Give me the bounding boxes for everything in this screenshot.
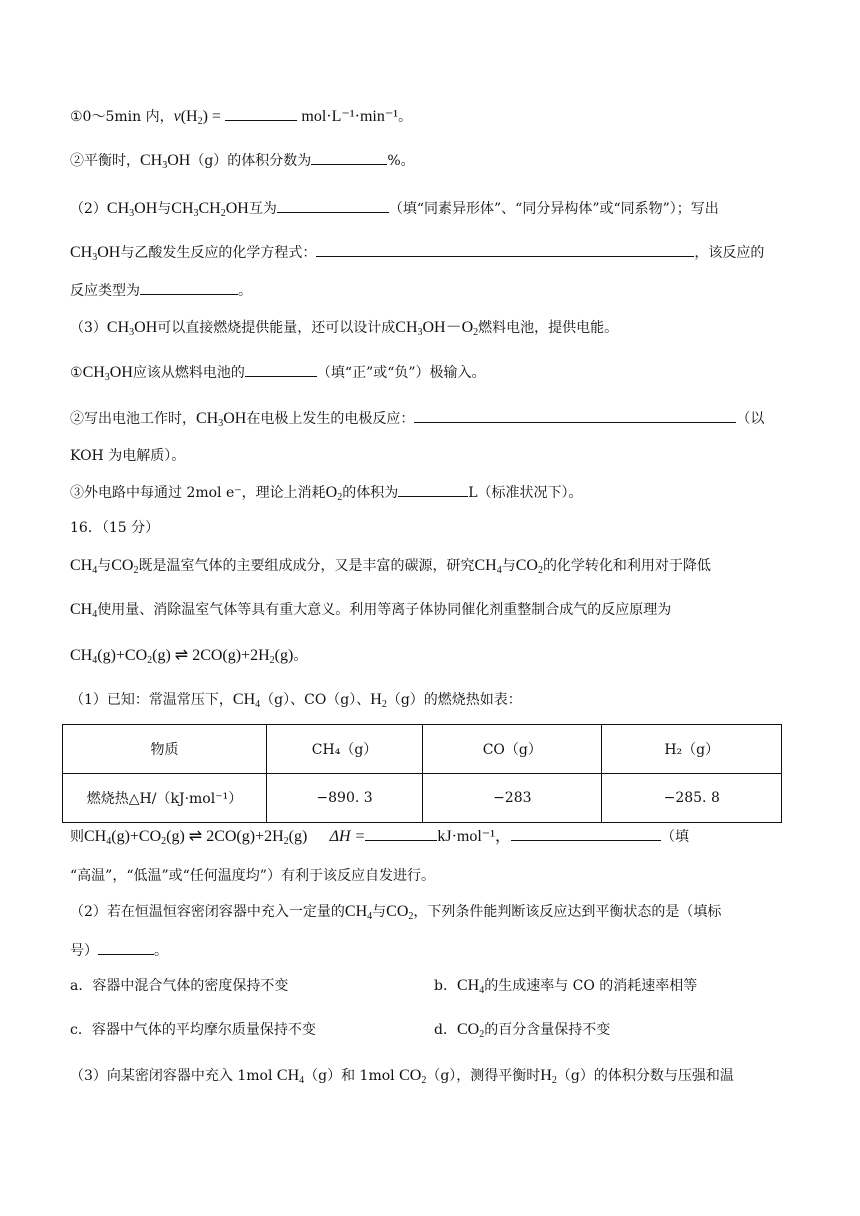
table-row-label: 燃烧热△H/（kJ·mol⁻¹） xyxy=(63,774,267,823)
question-3-intro: $(3)CH_3OH$可以直接燃烧提供能量，还可以设计成$CH_3OH-O_2$燃料电池，提供电能。 xyxy=(70,319,619,338)
item-1-rate: ①0～5min 内，$v(H_2) = mol\cdot L^{-1}\cdot\min^{-1}$。 xyxy=(70,108,413,127)
answer-blank[interactable] xyxy=(277,198,389,213)
option-c: c．容器中气体的平均摩尔质量保持不变 xyxy=(70,1022,316,1038)
answer-blank[interactable] xyxy=(398,482,468,497)
answer-blank[interactable] xyxy=(365,826,437,841)
sub-question-2: （2）若在恒温恒容密闭容器中充入一定量的$CH_4$与$CO_2$，下列条件能判断该反应达到平衡状态的是（填标 xyxy=(70,903,722,922)
question-3-item-2-cont: KOH 为电解质）。 xyxy=(70,448,186,464)
item-2-volume-fraction: ②平衡时，$CH_3OH(g)$的体积分数为 %。 xyxy=(70,152,415,171)
question-16-para-2: $CH_4$使用量、消除温室气体等具有重大意义。利用等离子体协同催化剂重整制合成气的反应原理为 xyxy=(70,601,672,620)
sub-question-3: （3）向某密闭容器中充入 1mol $CH_4(g)$和 1mol $CO_2(g)$，测得平衡时$H_2(g)$的体积分数与压强和温 xyxy=(70,1067,734,1086)
option-d: d．$CO_2$的百分含量保持不变 xyxy=(434,1021,611,1040)
table-header-cell: CH₄（g） xyxy=(266,725,422,774)
question-3-item-1: $①CH_3OH$应该从燃料电池的 （填“正”或“负”）极输入。 xyxy=(70,364,486,383)
delta-h-question-cont: “高温”，“低温”或“任何温度均”）有利于该反应自发进行。 xyxy=(70,868,435,884)
rate-expr: $v(H_2)$ = xyxy=(173,108,225,127)
answer-blank[interactable] xyxy=(98,940,154,955)
table-cell: −285. 8 xyxy=(602,774,782,823)
question-2-line-2: $CH_3OH$与乙酸发生反应的化学方程式： ，该反应的 xyxy=(70,244,765,263)
option-a: a．容器中混合气体的密度保持不变 xyxy=(70,978,289,994)
answer-blank[interactable] xyxy=(511,826,661,841)
answer-blank[interactable] xyxy=(140,280,238,295)
reaction-equation: $CH_4(g)+CO_2(g)$ ⇌ $2CO(g)+2H_2(g)$。 xyxy=(70,647,308,666)
sub-question-2-cont: 号） 。 xyxy=(70,940,168,961)
table-header-cell: CO（g） xyxy=(423,725,602,774)
question-3-item-3: ③外电路中每通过 2mol e⁻，理论上消耗$O_2$的体积为 L（标准状况下）。 xyxy=(70,484,583,503)
answer-blank[interactable] xyxy=(414,408,736,423)
answer-blank[interactable] xyxy=(245,362,317,377)
answer-blank[interactable] xyxy=(316,242,694,257)
answer-blank[interactable] xyxy=(225,106,297,121)
question-2-line-3: 反应类型为 。 xyxy=(70,280,252,301)
delta-h-question: 则$CH_4(g)+CO_2(g)$ ⇌ $2CO(g)+2H_2(g)$ ΔH = kJ·mol⁻¹， （填 xyxy=(70,828,690,847)
option-b: b．$CH_4$的生成速率与 CO 的消耗速率相等 xyxy=(434,977,698,996)
question-16-header: 16．（15 分） xyxy=(70,520,160,536)
table-header-cell: 物质 xyxy=(63,725,267,774)
sub-question-1: （1）已知：常温常压下，$CH_4(g)$、CO（g）、$H_2(g)$的燃烧热如表： xyxy=(70,691,522,710)
table-header-cell: H₂（g） xyxy=(602,725,782,774)
question-2-line-1: $(2)CH_3OH$与$CH_3CH_2OH$互为 （填“同素异形体”、“同分异构体”或“同系物”）；写出 xyxy=(70,200,719,219)
question-16-para-1: $CH_4$与$CO_2$既是温室气体的主要组成成分，又是丰富的碳源，研究$CH_4$与$CO_2$的化学转化和利用对于降低 xyxy=(70,557,711,576)
table-cell: −890. 3 xyxy=(266,774,422,823)
table-header-row xyxy=(63,725,782,774)
combustion-heat-table xyxy=(62,724,782,823)
table-row xyxy=(63,774,782,823)
question-3-item-2: ②写出电池工作时，$CH_3OH$在电极上发生的电极反应： （以 xyxy=(70,410,765,429)
answer-blank[interactable] xyxy=(311,150,387,165)
table-cell: −283 xyxy=(423,774,602,823)
